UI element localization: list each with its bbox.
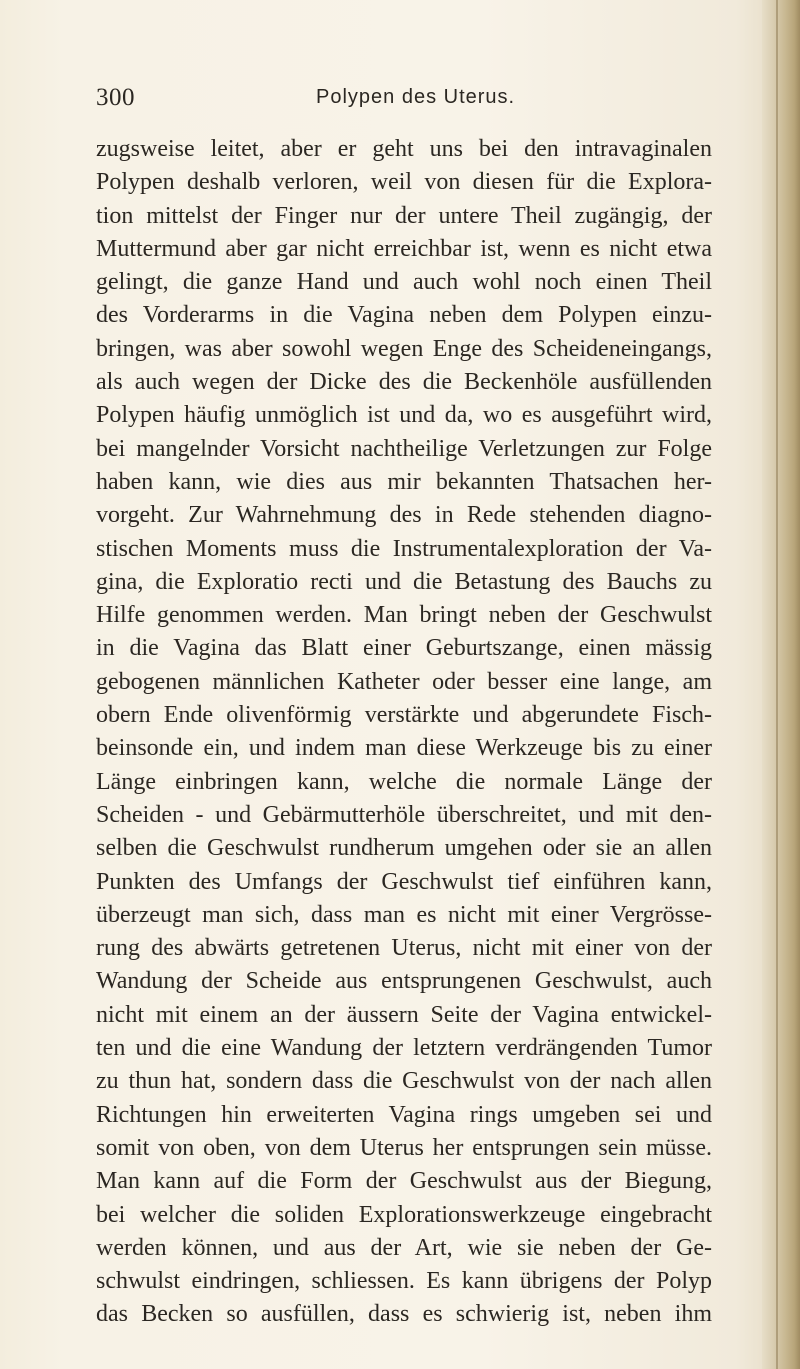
- text-line: rung des abwärts getretenen Uterus, nicht mit einer von der: [96, 935, 712, 962]
- text-line: Länge einbringen kann, welche die normale Länge der: [96, 768, 712, 795]
- page-gutter-line: [776, 0, 778, 1369]
- text-line: somit von oben, von dem Uterus her entsprungen sein müsse.: [96, 1134, 712, 1161]
- page-header: [96, 84, 716, 114]
- text-line: Muttermund aber gar nicht erreichbar ist, wenn es nicht etwa: [96, 235, 712, 262]
- text-line: das Becken so ausfüllen, dass es schwierig ist, neben ihm: [96, 1301, 712, 1328]
- text-line: Scheiden - und Gebärmutterhöle überschreitet, und mit den-: [96, 801, 712, 828]
- page-number: 300: [96, 84, 135, 111]
- text-line: gebogenen männlichen Katheter oder besser eine lange, am: [96, 668, 712, 695]
- text-line: ten und die eine Wandung der letztern verdrängenden Tumor: [96, 1035, 712, 1062]
- running-head: Polypen des Uterus.: [316, 86, 516, 108]
- text-line: in die Vagina das Blatt einer Geburtszange, einen mässig: [96, 635, 712, 662]
- text-line: beinsonde ein, und indem man diese Werkzeuge bis zu einer: [96, 735, 712, 762]
- text-line: Richtungen hin erweiterten Vagina rings umgeben sei und: [96, 1101, 712, 1128]
- text-line: werden können, und aus der Art, wie sie neben der Ge-: [96, 1234, 712, 1261]
- body-text: [96, 133, 712, 1332]
- text-line: haben kann, wie dies aus mir bekannten Thatsachen her-: [96, 468, 712, 495]
- text-line: Polypen deshalb verloren, weil von diesen für die Explora-: [96, 169, 712, 196]
- text-line: Wandung der Scheide aus entsprungenen Geschwulst, auch: [96, 968, 712, 995]
- text-line: des Vorderarms in die Vagina neben dem Polypen einzu-: [96, 302, 712, 329]
- text-line: obern Ende olivenförmig verstärkte und abgerundete Fisch-: [96, 702, 712, 729]
- text-line: zu thun hat, sondern dass die Geschwulst von der nach allen: [96, 1068, 712, 1095]
- text-line: bringen, was aber sowohl wegen Enge des Scheideneingangs,: [96, 335, 712, 362]
- text-line: bei mangelnder Vorsicht nachtheilige Verletzungen zur Folge: [96, 435, 712, 462]
- text-line: schwulst eindringen, schliessen. Es kann übrigens der Polyp: [96, 1268, 712, 1295]
- text-line: vorgeht. Zur Wahrnehmung des in Rede stehenden diagno-: [96, 502, 712, 529]
- text-line: überzeugt man sich, dass man es nicht mit einer Vergrösse-: [96, 901, 712, 928]
- text-line: selben die Geschwulst rundherum umgehen oder sie an allen: [96, 835, 712, 862]
- text-line: tion mittelst der Finger nur der untere Theil zugängig, der: [96, 202, 712, 229]
- text-line: Man kann auf die Form der Geschwulst aus der Biegung,: [96, 1168, 712, 1195]
- book-spine-edge: [762, 0, 800, 1369]
- text-line: nicht mit einem an der äussern Seite der Vagina entwickel-: [96, 1001, 712, 1028]
- text-line: stischen Moments muss die Instrumentalexploration der Va-: [96, 535, 712, 562]
- text-line: gelingt, die ganze Hand und auch wohl noch einen Theil: [96, 269, 712, 296]
- text-line: gina, die Exploratio recti und die Betastung des Bauchs zu: [96, 568, 712, 595]
- text-line: bei welcher die soliden Explorationswerkzeuge eingebracht: [96, 1201, 712, 1228]
- text-line: Hilfe genommen werden. Man bringt neben der Geschwulst: [96, 602, 712, 629]
- text-line: zugsweise leitet, aber er geht uns bei den intravaginalen: [96, 136, 712, 162]
- text-line: Punkten des Umfangs der Geschwulst tief einführen kann,: [96, 868, 712, 895]
- text-line: Polypen häufig unmöglich ist und da, wo es ausgeführt wird,: [96, 402, 712, 429]
- text-line: als auch wegen der Dicke des die Beckenhöle ausfüllenden: [96, 369, 712, 396]
